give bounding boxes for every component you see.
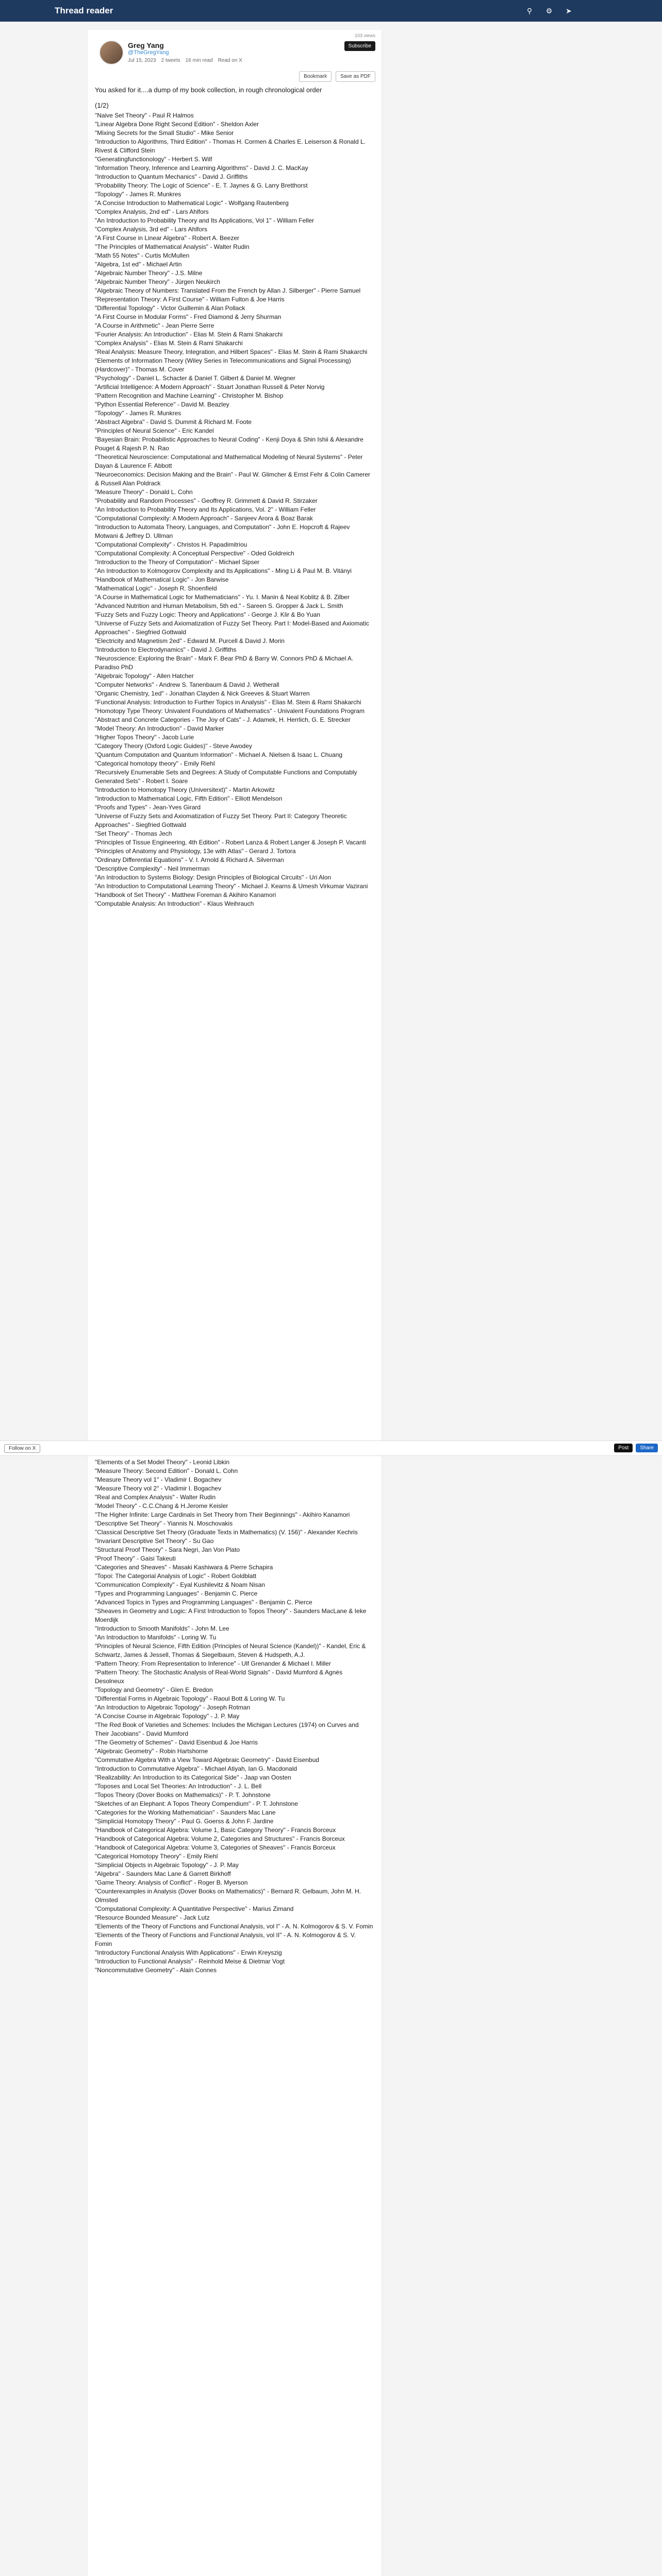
list-item: "Advanced Nutrition and Human Metabolism, 5th ed." - Sareen S. Gropper & Jack L. Smith: [95, 602, 343, 609]
list-item: "An Introduction to Algebraic Topology" - Joseph Rotman: [95, 1704, 251, 1711]
list-item: "Introductory Functional Analysis With Applications" - Erwin Kreyszig: [95, 1949, 282, 1956]
list-item: "Simplicial Objects in Algebraic Topology" - J. P. May: [95, 1861, 239, 1869]
list-item: "Invariant Descriptive Set Theory" - Su Gao: [95, 1537, 214, 1545]
search-icon[interactable]: ⚲: [526, 6, 533, 15]
list-item: "Sketches of an Elephant: A Topos Theory Compendium" - P. T. Johnstone: [95, 1800, 298, 1807]
list-item: "Principles of Neural Science, Fifth Edition (Principles of Neural Science (Kandel))" - Kandel, Eric & Schwartz, James & Jessell, Thomas & Siegelbaum, Steven & Hudspeth, A.J.: [95, 1642, 366, 1658]
list-item: "Computational Complexity" - Christos H. Papadimitriou: [95, 541, 247, 548]
list-item: "An Introduction to Probability Theory and Its Applications, Vol 1" - William Feller: [95, 217, 315, 224]
list-item: "Handbook of Categorical Algebra: Volume 3, Categories of Sheaves" - Francis Borceux: [95, 1844, 336, 1851]
list-item: "Recursively Enumerable Sets and Degrees: A Study of Computable Functions and Computably Generated Sets" - Robert I. Soare: [95, 769, 357, 785]
settings-icon[interactable]: ⚙: [545, 6, 553, 15]
list-item: "Introduction to Homotopy Theory (Universitext)" - Martin Arkowitz: [95, 786, 275, 793]
list-item: "Representation Theory: A First Course" - William Fulton & Joe Harris: [95, 296, 285, 303]
views-count: 103 views: [354, 33, 375, 38]
follow-button[interactable]: Follow on X: [4, 1444, 40, 1453]
list-item: "Proof Theory" - Gaisi Takeuti: [95, 1555, 176, 1562]
list-item: "Homotopy Type Theory: Univalent Foundations of Mathematics" - Univalent Foundations Program: [95, 707, 365, 715]
list-item: "A Course in Arithmetic" - Jean Pierre Serre: [95, 322, 214, 329]
thread-date: Jul 15, 2023: [128, 58, 156, 63]
list-item: "Mathematical Logic" - Joseph R. Shoenfield: [95, 585, 217, 592]
list-item: "Algebraic Number Theory" - Jürgen Neukirch: [95, 278, 221, 285]
list-item: "Computer Networks" - Andrew S. Tanenbaum & David J. Wetherall: [95, 681, 279, 688]
list-item: "Toposes and Local Set Theories: An Introduction" - J. L. Bell: [95, 1783, 262, 1790]
list-item: "The Principles of Mathematical Analysis" - Walter Rudin: [95, 243, 250, 250]
list-item: "Complex Analysis" - Elias M. Stein & Rami Shakarchi: [95, 340, 243, 347]
list-item: "Quantum Computation and Quantum Information" - Michael A. Nielsen & Isaac L. Chuang: [95, 751, 343, 758]
list-item: "The Higher Infinite: Large Cardinals in Set Theory from Their Beginnings" - Akihiro Kanamori: [95, 1511, 350, 1518]
list-item: "Measure Theory vol 2" - Vladimir I. Bogachev: [95, 1485, 222, 1492]
list-item: "Category Theory (Oxford Logic Guides)" - Steve Awodey: [95, 742, 252, 750]
list-item: "Communication Complexity" - Eyal Kushilevitz & Noam Nisan: [95, 1581, 265, 1588]
list-item: "An Introduction to Probability Theory and Its Applications, Vol. 2" - William Feller: [95, 506, 316, 513]
book-list: [95, 111, 373, 908]
list-item: "Probability and Random Processes" - Geoffrey R. Grimmett & David R. Stirzaker: [95, 497, 318, 504]
list-item: "Categorical Homotopy Theory" - Emily Riehl: [95, 1853, 218, 1860]
list-item: "Complex Analysis, 2nd ed" - Lars Ahlfors: [95, 208, 209, 215]
list-item: "Topos Theory (Dover Books on Mathematics)" - P. T. Johnstone: [95, 1791, 271, 1799]
list-item: "The Red Book of Varieties and Schemes: Includes the Michigan Lectures (1974) on Curves and Their Jacobians" - David Mumford: [95, 1721, 359, 1737]
read-time: 16 min read: [185, 58, 213, 63]
list-item: "Pattern Recognition and Machine Learning" - Christopher M. Bishop: [95, 392, 284, 399]
list-item: "Introduction to Mathematical Logic, Fifth Edition" - Elliott Mendelson: [95, 795, 283, 802]
list-item: "Introduction to Algorithms, Third Edition" - Thomas H. Cormen & Charles E. Leiserson & Ronald L. Rivest & Clifford Stein: [95, 138, 366, 154]
list-item: "Introduction to Smooth Manifolds" - John M. Lee: [95, 1625, 229, 1632]
list-item: "Algebraic Theory of Numbers: Translated From the French by Allan J. Silberger" - Pierre Samuel: [95, 287, 361, 294]
list-item: "Elements of Information Theory (Wiley Series in Telecommunications and Signal Processing) (Hardcover)" - Thomas M. Cover: [95, 357, 351, 373]
list-item: "Classical Descriptive Set Theory (Graduate Texts in Mathematics) (V. 156)" - Alexander Kechris: [95, 1529, 358, 1536]
list-item: "Artificial Intelligence: A Modern Approach" - Stuart Jonathan Russell & Peter Norvig: [95, 383, 325, 391]
footer-bar: [0, 1440, 662, 1456]
list-item: "An Introduction to Systems Biology: Design Principles of Biological Circuits" - Uri Alon: [95, 874, 332, 881]
list-item: "Algebraic Topology" - Allen Hatcher: [95, 672, 194, 680]
list-item: "Sheaves in Geometry and Logic: A First Introduction to Topos Theory" - Saunders MacLane & Ieke Moerdijk: [95, 1607, 367, 1623]
list-item: "Elements of the Theory of Functions and Functional Analysis, vol I" - A. N. Kolmogorov & S. V. Fomin: [95, 1923, 373, 1930]
list-item: "Universe of Fuzzy Sets and Axiomatization of Fuzzy Set Theory. Part I: Model-Based and Axiomatic Approaches" - Siegfried Gottwald: [95, 620, 370, 636]
share-buttons: [614, 1444, 658, 1452]
list-item: "Organic Chemistry, 1ed" - Jonathan Clayden & Nick Greeves & Stuart Warren: [95, 690, 310, 697]
list-item: "Descriptive Complexity" - Neil Immerman: [95, 865, 210, 872]
list-item: "Topoi: The Categorial Analysis of Logic" - Robert Goldblatt: [95, 1572, 257, 1580]
list-item: "A Course in Mathematical Logic for Mathematicians" - Yu. I. Manin & Neal Koblitz & B. Zilber: [95, 594, 350, 601]
list-item: "Psychology" - Daniel L. Schacter & Daniel T. Gilbert & Daniel M. Wegner: [95, 375, 295, 382]
list-item: "Resource Bounded Measure" - Jack Lutz: [95, 1914, 210, 1921]
list-item: "Universe of Fuzzy Sets and Axiomatization of Fuzzy Set Theory. Part II: Category Theoretic Approaches" - Siegfried Gottwald: [95, 812, 347, 828]
list-item: "Theoretical Neuroscience: Computational and Mathematical Modeling of Neural Systems" - Peter Dayan & Laurence F. Abbott: [95, 453, 363, 469]
list-item: "Handbook of Categorical Algebra: Volume 2, Categories and Structures" - Francis Borceux: [95, 1835, 345, 1842]
list-item: "Handbook of Mathematical Logic" - Jon Barwise: [95, 576, 229, 583]
list-item: "Simplicial Homotopy Theory" - Paul G. Goerss & John F. Jardine: [95, 1818, 274, 1825]
list-item: "Principles of Neural Science" - Eric Kandel: [95, 427, 214, 434]
list-item: "Advanced Topics in Types and Programming Languages" - Benjamin C. Pierce: [95, 1599, 312, 1606]
list-item: "Algebra" - Saunders Mac Lane & Garrett Birkhoff: [95, 1870, 231, 1877]
list-item: "Introduction to Electrodynamics" - David J. Griffiths: [95, 646, 237, 653]
list-item: "Game Theory: Analysis of Conflict" - Roger B. Myerson: [95, 1879, 248, 1886]
list-item: "An Introduction to Computational Learning Theory" - Michael J. Kearns & Umesh Virkumar Vazirani: [95, 883, 368, 890]
list-item: "Mixing Secrets for the Small Studio" - Mike Senior: [95, 129, 234, 137]
list-item: "Computational Complexity: A Modern Approach" - Sanjeev Arora & Boaz Barak: [95, 515, 313, 522]
list-item: "Measure Theory vol 1" - Vladimir I. Bogachev: [95, 1476, 222, 1483]
list-item: "Abstract and Concrete Categories - The Joy of Cats" - J. Adamek, H. Herrlich, G. E. Strecker: [95, 716, 351, 723]
list-item: "Introduction to Functional Analysis" - Reinhold Meise & Dietmar Vogt: [95, 1958, 285, 1965]
intro-text: You asked for it....a dump of my book collection, in rough chronological order: [95, 86, 322, 94]
list-item: "Model Theory" - C.C.Chang & H.Jerome Keisler: [95, 1502, 228, 1510]
list-item: "Differential Topology" - Victor Guillemin & Alan Pollack: [95, 304, 245, 312]
thread-content: [95, 86, 373, 908]
list-item: "Topology" - James R. Munkres: [95, 410, 181, 417]
app-logo[interactable]: Thread reader: [55, 6, 113, 15]
read-on-x-link[interactable]: Read on X: [218, 58, 242, 63]
list-item: "Differential Forms in Algebraic Topology" - Raoul Bott & Loring W. Tu: [95, 1695, 285, 1702]
list-item: "Categorical homotopy theory" - Emily Riehl: [95, 760, 215, 767]
author-name[interactable]: Greg Yang: [128, 41, 164, 49]
list-item: "A First Course in Linear Algebra" - Robert A. Beezer: [95, 234, 239, 242]
post-button[interactable]: Post: [614, 1444, 633, 1452]
book-list-continued: [95, 1458, 373, 1975]
author-handle[interactable]: @TheGregYang: [128, 49, 169, 56]
action-row: [299, 71, 375, 82]
list-item: "Set Theory" - Thomas Jech: [95, 830, 172, 837]
list-item: "Algebraic Number Theory" - J.S. Milne: [95, 269, 203, 277]
list-item: "Model Theory: An Introduction" - David Marker: [95, 725, 224, 732]
list-item: "Realizability: An Introduction to its Categorical Side" - Jaap van Oosten: [95, 1774, 291, 1781]
list-item: "Information Theory, Inference and Learning Algorithms" - David J. C. MacKay: [95, 164, 308, 172]
list-item: "Algebra, 1st ed" - Michael Artin: [95, 261, 182, 268]
list-item: "Linear Algebra Done Right Second Edition" - Sheldon Axler: [95, 121, 259, 128]
list-item: "Handbook of Categorical Algebra: Volume 1, Basic Category Theory" - Francis Borceux: [95, 1826, 336, 1834]
list-item: "Descriptive Set Theory" - Yiannis N. Moschovakis: [95, 1520, 233, 1527]
list-item: "Python Essential Reference" - David M. Beazley: [95, 401, 229, 408]
list-item: "Topology and Geometry" - Glen E. Bredon: [95, 1686, 213, 1693]
list-item: "Pattern Theory: The Stochastic Analysis of Real-World Signals" - David Mumford & Agnès Desolneux: [95, 1669, 343, 1685]
list-item: "Algebraic Geometry" - Robin Hartshorne: [95, 1748, 208, 1755]
list-item: "Proofs and Types" - Jean-Yves Girard: [95, 804, 201, 811]
list-item: "Commutative Algebra With a View Toward Algebraic Geometry" - David Eisenbud: [95, 1756, 319, 1764]
list-item: "Principles of Anatomy and Physiology, 13e with Atlas" - Gerard J. Tortora: [95, 848, 296, 855]
list-item: "A Concise Course in Algebraic Topology" - J. P. May: [95, 1713, 240, 1720]
list-item: "Noncommutative Geometry" - Alain Connes: [95, 1967, 217, 1974]
top-icons: [524, 5, 574, 16]
thread-meta: [128, 58, 242, 63]
list-item: "Neuroscience: Exploring the Brain" - Mark F. Bear PhD & Barry W. Connors PhD & Michael A. Paradiso PhD: [95, 655, 354, 671]
list-item: "An Introduction to Manifolds" - Loring W. Tu: [95, 1634, 217, 1641]
list-item: "Counterexamples in Analysis (Dover Books on Mathematics)" - Bernard R. Gelbaum, John M. H. Olmsted: [95, 1888, 361, 1904]
list-item: "Naive Set Theory" - Paul R Halmos: [95, 112, 194, 119]
list-item: "Types and Programming Languages" - Benjamin C. Pierce: [95, 1590, 258, 1597]
list-item: "Measure Theory: Second Edition" - Donald L. Cohn: [95, 1467, 238, 1475]
list-item: "Categories and Sheaves" - Masaki Kashiwara & Pierre Schapira: [95, 1564, 273, 1571]
thread-card: [88, 30, 382, 2576]
list-item: "Fourier Analysis: An Introduction" - Elias M. Stein & Rami Shakarchi: [95, 331, 283, 338]
subscribe-button[interactable]: Subscribe: [344, 41, 375, 51]
list-item: "Ordinary Differential Equations" - V. I. Arnold & Richard A. Silverman: [95, 856, 284, 863]
top-bar: [0, 0, 662, 22]
list-item: "Bayesian Brain: Probabilistic Approaches to Neural Coding" - Kenji Doya & Shin Ishii & Alexandre Pouget & Rajesh P. N. Rao: [95, 436, 363, 452]
avatar[interactable]: [99, 40, 124, 65]
list-item: "A Concise Introduction to Mathematical Logic" - Wolfgang Rautenberg: [95, 199, 289, 207]
list-item: "Generatingfunctionology" - Herbert S. Wilf: [95, 156, 212, 163]
list-item: "Principles of Tissue Engineering, 4th Edition" - Robert Lanza & Robert Langer & Joseph P. Vacanti: [95, 839, 366, 846]
list-item: "Structural Proof Theory" - Sara Negri, Jan Von Plato: [95, 1546, 240, 1553]
list-item: "Pattern Theory: From Representation to Inference" - Ulf Grenander & Michael I. Miller: [95, 1660, 331, 1667]
list-item: "An Introduction to Kolmogorov Complexity and Its Applications" - Ming Li & Paul M. B. Vitányi: [95, 567, 352, 574]
list-item: "Elements of a Set Model Theory" - Leonid Libkin: [95, 1459, 230, 1466]
list-item: "Abstract Algebra" - David S. Dummit & Richard M. Foote: [95, 418, 252, 426]
list-item: "Computational Complexity: A Conceptual Perspective" - Oded Goldreich: [95, 550, 294, 557]
list-item: "Math 55 Notes" - Curtis McMullen: [95, 252, 190, 259]
list-item: "Real Analysis: Measure Theory, Integration, and Hilbert Spaces" - Elias M. Stein & Rami Shakarchi: [95, 348, 368, 355]
list-item: "Introduction to the Theory of Computation" - Michael Sipser: [95, 558, 260, 566]
list-item: "Higher Topos Theory" - Jacob Lurie: [95, 734, 194, 741]
list-item: "Functional Analysis: Introduction to Further Topics in Analysis" - Elias M. Stein & Rami Shakarchi: [95, 699, 361, 706]
list-item: "Categories for the Working Mathematician" - Saunders Mac Lane: [95, 1809, 276, 1816]
list-item: "Introduction to Automata Theory, Languages, and Computation" - John E. Hopcroft & Rajeev Motwani & Jeffrey D. Ullman: [95, 523, 350, 539]
list-item: "Elements of the Theory of Functions and Functional Analysis, vol II" - A. N. Kolmogorov & S. V. Fomin: [95, 1931, 356, 1947]
bookmark-button[interactable]: Bookmark: [299, 71, 332, 82]
list-item: "Complex Analysis, 3rd ed" - Lars Ahlfors: [95, 226, 207, 233]
list-item: "Introduction to Quantum Mechanics" - David J. Griffiths: [95, 173, 248, 180]
share-button[interactable]: Share: [636, 1444, 658, 1452]
list-item: "A First Course in Modular Forms" - Fred Diamond & Jerry Shurman: [95, 313, 282, 320]
tweet-count: 2 tweets: [161, 58, 180, 63]
list-item: "Introduction to Commutative Algebra" - Michael Atiyah, Ian G. Macdonald: [95, 1765, 297, 1772]
list-item: "Computational Complexity: A Quantitative Perspective" - Marius Zimand: [95, 1905, 294, 1912]
share-icon[interactable]: ➤: [566, 6, 572, 15]
list-item: "Electricity and Magnetism 2ed" - Edward M. Purcell & David J. Morin: [95, 637, 285, 645]
part-label: (1/2): [95, 101, 109, 109]
list-item: "Real and Complex Analysis" - Walter Rudin: [95, 1494, 216, 1501]
list-item: "Probability Theory: The Logic of Science" - E. T. Jaynes & G. Larry Bretthorst: [95, 182, 308, 189]
list-item: "Handbook of Set Theory" - Matthew Foreman & Akihiro Kanamori: [95, 891, 276, 899]
list-item: "Computable Analysis: An Introduction" - Klaus Weihrauch: [95, 900, 254, 907]
list-item: "Neuroeconomics: Decision Making and the Brain" - Paul W. Glimcher & Ernst Fehr & Colin Camerer & Russell Alan Poldrack: [95, 471, 371, 487]
list-item: "The Geometry of Schemes" - David Eisenbud & Joe Harris: [95, 1739, 258, 1746]
save-pdf-button[interactable]: Save as PDF: [336, 71, 375, 82]
list-item: "Fuzzy Sets and Fuzzy Logic: Theory and Applications" - George J. Klir & Bo Yuan: [95, 611, 320, 618]
list-item: "Topology" - James R. Munkres: [95, 191, 181, 198]
list-item: "Measure Theory" - Donald L. Cohn: [95, 488, 193, 496]
